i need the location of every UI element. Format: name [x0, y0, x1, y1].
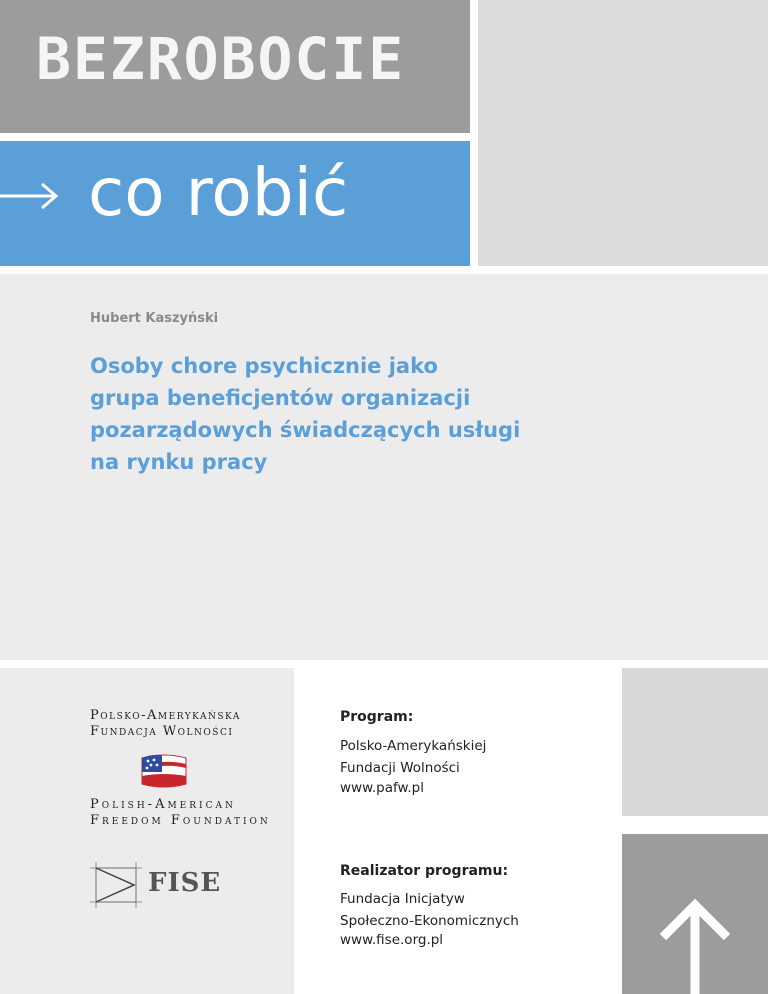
pafw-flag-icon [138, 750, 190, 792]
document-title-line: na rynku pracy [90, 450, 268, 474]
series-title: BEZROBOCIE [36, 25, 406, 93]
program-label: Program: [340, 709, 414, 725]
realizator-label: Realizator programu: [340, 863, 509, 879]
pafw-logo-english-text: Polish-American Freedom Foundation [90, 797, 271, 828]
realizator-url: www.fise.org.pl [340, 932, 444, 948]
fise-logo-text: FISE [148, 868, 222, 898]
divider [294, 668, 302, 994]
document-title-line: Osoby chore psychicznie jako [90, 354, 438, 378]
decorative-tile-bottom-right [622, 668, 768, 816]
decorative-tile-top-right [478, 0, 768, 266]
realizator-organization: Fundacja Inicjatyw Społeczno-Ekonomicznych [340, 891, 519, 929]
arrow-right-icon [0, 178, 62, 214]
program-url: www.pafw.pl [340, 780, 424, 796]
document-title-line: pozarządowych świadczących usługi [90, 418, 521, 442]
pafw-logo-polish-text: Polsko-Amerykańska Fundacja Wolności [90, 708, 241, 739]
subtitle: co robić [88, 154, 349, 231]
document-title [90, 350, 630, 478]
document-title-line: grupa beneficjentów organizacji [90, 386, 471, 410]
author-name: Hubert Kaszyński [90, 311, 219, 326]
program-organization: Polsko-Amerykańskiej Fundacji Wolności [340, 738, 487, 776]
fise-emblem-icon [90, 860, 142, 910]
arrow-up-icon [655, 895, 735, 994]
fise-logo [90, 860, 250, 910]
